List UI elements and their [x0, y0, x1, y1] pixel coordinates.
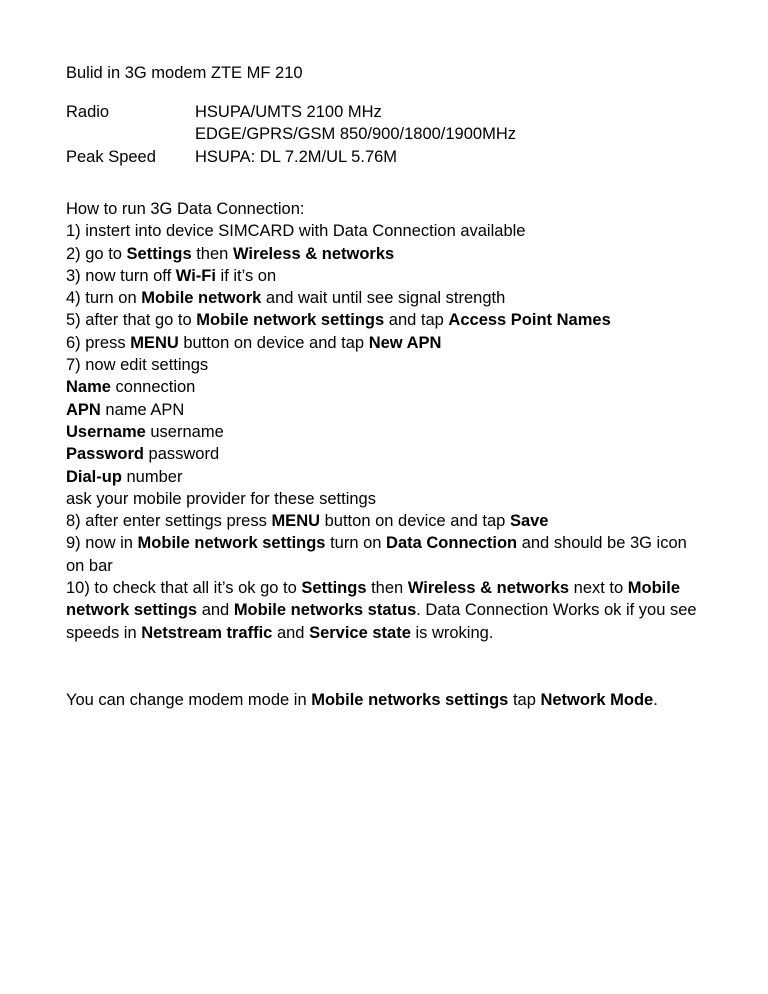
spec-value-radio-2: EDGE/GPRS/GSM 850/900/1800/1900MHz: [195, 125, 516, 144]
field-name: Name connection: [66, 378, 196, 397]
step-4: 4) turn on Mobile network and wait until see signal strength: [66, 289, 506, 308]
instructions-heading: How to run 3G Data Connection:: [66, 200, 305, 218]
step-2: 2) go to Settings then Wireless & networks: [66, 244, 395, 263]
step-1: 1) instert into device SIMCARD with Data Connection available: [66, 222, 526, 241]
ask-provider-note: ask your mobile provider for these settings: [66, 489, 376, 508]
spec-row-speed: [66, 146, 516, 168]
spec-value-speed: HSUPA: DL 7.2M/UL 5.76M: [195, 147, 398, 166]
document-title: Bulid in 3G modem ZTE MF 210: [66, 64, 303, 82]
field-password: Password password: [66, 445, 220, 464]
specs-table: [66, 101, 516, 168]
network-mode-note: You can change modem mode in Mobile networks settings tap Network Mode.: [66, 691, 658, 709]
step-3: 3) now turn off Wi-Fi if it’s on: [66, 266, 277, 285]
step-10: 10) to check that all it’s ok go to Settings then Wireless & networks next to Mobile network settings and Mobile networks status. Data Connection Works ok if you see speeds in Netstream traffic and Service state is wroking.: [66, 579, 697, 642]
field-dialup: Dial-up number: [66, 467, 183, 486]
step-6: 6) press MENU button on device and tap New APN: [66, 333, 442, 352]
spec-row-radio: [66, 101, 516, 123]
field-username: Username username: [66, 422, 224, 441]
instructions: [66, 198, 746, 644]
step-7: 7) now edit settings: [66, 356, 209, 375]
spec-value-radio-1: HSUPA/UMTS 2100 MHz: [195, 103, 382, 121]
spec-label-radio: Radio: [66, 103, 110, 121]
spec-label-speed: Peak Speed: [66, 147, 156, 166]
step-8: 8) after enter settings press MENU button on device and tap Save: [66, 512, 549, 531]
step-9: 9) now in Mobile network settings turn on Data Connection and should be 3G icon on bar: [66, 534, 687, 575]
step-5: 5) after that go to Mobile network settings and tap Access Point Names: [66, 311, 611, 330]
field-apn: APN name APN: [66, 400, 185, 419]
spec-row-radio-cont: [66, 123, 516, 145]
